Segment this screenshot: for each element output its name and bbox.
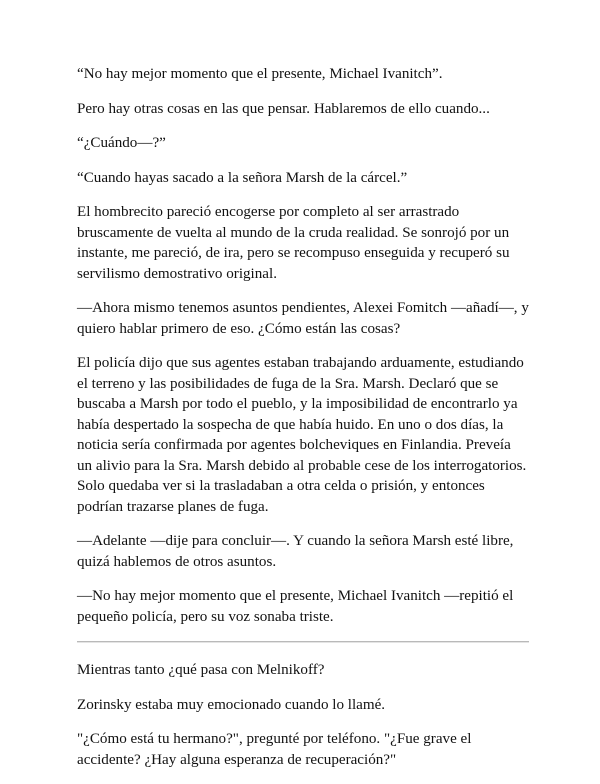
paragraph: "¿Cómo está tu hermano?", pregunté por teléfono. "¿Fue grave el accidente? ¿Hay alguna esperanza de recuperación?"	[77, 731, 472, 768]
paragraph: Zorinsky estaba muy emocionado cuando lo llamé.	[77, 696, 386, 713]
paragraph: “Cuando hayas sacado a la señora Marsh de la cárcel.”	[77, 169, 408, 186]
section-divider	[77, 641, 529, 643]
paragraph: —No hay mejor momento que el presente, Michael Ivanitch —repitió el pequeño policía, pero su voz sonaba triste.	[77, 588, 514, 625]
paragraph: “¿Cuándo—?”	[77, 135, 166, 151]
paragraph: —Adelante —dije para concluir—. Y cuando la señora Marsh esté libre, quizá hablemos de otros asuntos.	[77, 533, 514, 570]
document-page	[77, 64, 529, 784]
paragraph: Mientras tanto ¿qué pasa con Melnikoff?	[77, 662, 325, 678]
paragraph: El policía dijo que sus agentes estaban trabajando arduamente, estudiando el terreno y las posibilidades de fuga de la Sra. Marsh. Declaró que se buscaba a Marsh por todo el pueblo, y la imposibilidad de encontrarlo ya había despertado la sospecha de que había huido. En uno o dos días, la noticia sería confirmada por agentes bolcheviques en Finlandia. Preveía un alivio para la Sra. Marsh debido al probable cese de los interrogatorios. Solo quedaba ver si la trasladaban a otra celda o prisión, y entonces podrían trazarse planes de fuga.	[77, 355, 527, 515]
paragraph: “No hay mejor momento que el presente, Michael Ivanitch”.	[77, 66, 443, 82]
paragraph: El hombrecito pareció encogerse por completo al ser arrastrado bruscamente de vuelta al mundo de la cruda realidad. Se sonrojó por un instante, me pareció, de ira, pero se recompuso enseguida y recuperó su servilismo demostrativo original.	[77, 204, 510, 282]
paragraph: Pero hay otras cosas en las que pensar. Hablaremos de ello cuando...	[77, 100, 490, 117]
paragraph: —Ahora mismo tenemos asuntos pendientes, Alexei Fomitch —añadí—, y quiero hablar primero de eso. ¿Cómo están las cosas?	[77, 300, 529, 337]
